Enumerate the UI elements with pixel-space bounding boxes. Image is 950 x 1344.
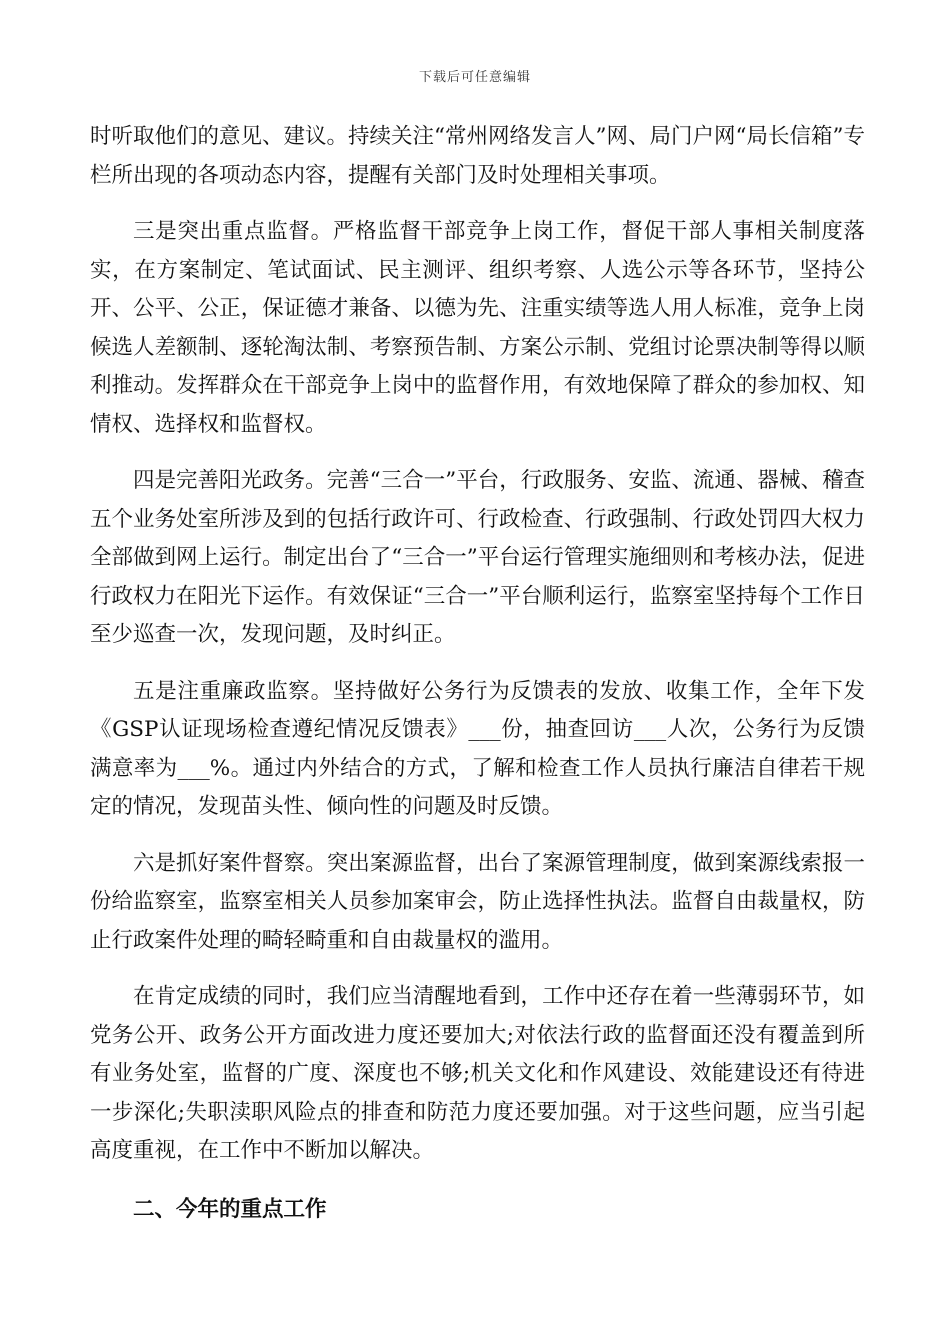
document-body (90, 118, 865, 1229)
paragraph-key-supervision: 三是突出重点监督。严格监督干部竞争上岗工作，督促干部人事相关制度落实，在方案制定、笔试面试、民主测评、组织考察、人选公示等各环节，坚持公开、公平、公正，保证德才兼备、以德为先、注重实绩等选人用人标准，竞争上岗候选人差额制、逐轮淘汰制、考察预告制、方案公示制、党组讨论票决制等得以顺利推动。发挥群众在干部竞争上岗中的监督作用，有效地保障了群众的参加权、知情权、选择权和监督权。 (90, 219, 865, 437)
paragraph-open-government: 四是完善阳光政务。完善“三合一”平台，行政服务、安监、流通、器械、稽查五个业务处室所涉及到的包括行政许可、行政检查、行政强制、行政处罚四大权力全部做到网上运行。制定出台了“三合一”平台运行管理实施细则和考核办法，促进行政权力在阳光下运作。有效保证“三合一”平台顺利运行，监察室坚持每个工作日至少巡查一次，发现问题，及时纠正。 (90, 468, 865, 647)
paragraph-case-supervision: 六是抓好案件督察。突出案源监督，出台了案源管理制度，做到案源线索报一份给监察室，监察室相关人员参加案审会，防止选择性执法。监督自由裁量权，防止行政案件处理的畸轻畸重和自由裁量权的滥用。 (90, 850, 865, 953)
paragraph-continuation: 时听取他们的意见、建议。持续关注“常州网络发言人”网、局门户网“局长信箱”专栏所出现的各项动态内容，提醒有关部门及时处理相关事项。 (90, 124, 865, 188)
paragraph-integrity-supervision: 五是注重廉政监察。坚持做好公务行为反馈表的发放、收集工作，全年下发《GSP认证现场检查遵纪情况反馈表》___份，抽查回访___人次，公务行为反馈满意率为___%。通过内外结合的方式，了解和检查工作人员执行廉洁自律若干规定的情况，发现苗头性、倾向性的问题及时反馈。 (90, 678, 865, 819)
section-heading: 二、今年的重点工作 (133, 1196, 327, 1222)
paragraph-weaknesses: 在肯定成绩的同时，我们应当清醒地看到，工作中还存在着一些薄弱环节，如党务公开、政务公开方面改进力度还要加大;对依法行政的监督面还没有覆盖到所有业务处室，监督的广度、深度也不够;机关文化和作风建设、效能建设还有待进一步深化;失职渎职风险点的排查和防范力度还要加强。对于这些问题，应当引起高度重视，在工作中不断加以解决。 (90, 984, 865, 1163)
page-header: 下载后可任意编辑 (418, 70, 531, 85)
